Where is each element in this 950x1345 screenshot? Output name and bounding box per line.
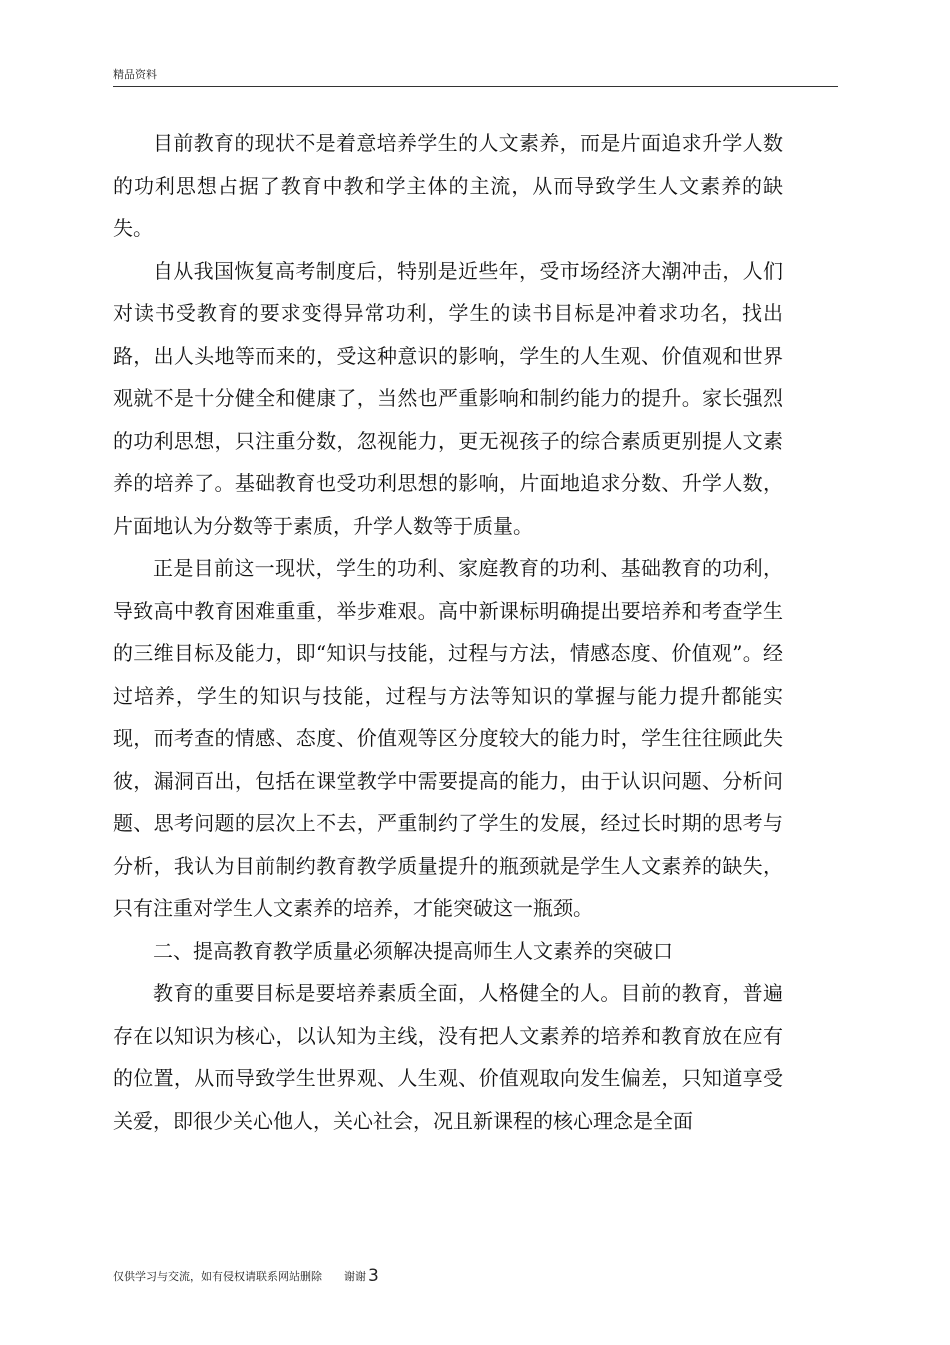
paragraph-2: 自从我国恢复高考制度后，特别是近些年，受市场经济大潮冲击，人们对读书受教育的要求变得异常功利，学生的读书目标是冲着求功名，找出路，出人头地等而来的，受这种意识的影响，学生的人生观、价值观和世界观就不是十分健全和健康了，当然也严重影响和制约能力的提升。家长强烈的功利思想，只注重分数，忽视能力，更无视孩子的综合素质更别提人文素养的培养了。基础教育也受功利思想的影响，片面地追求分数、升学人数，片面地认为分数等于素质，升学人数等于质量。 <box>113 258 783 538</box>
document-body <box>113 122 783 1142</box>
header-label: 精品资料 <box>113 68 157 81</box>
page-header <box>113 62 838 87</box>
page-number: 3 <box>368 1266 379 1286</box>
section-heading: 二、提高教育教学质量必须解决提高师生人文素养的突破口 <box>153 938 673 963</box>
footer-notice: 仅供学习与交流，如有侵权请联系网站删除 <box>113 1270 322 1283</box>
paragraph-3: 正是目前这一现状，学生的功利、家庭教育的功利、基础教育的功利，导致高中教育困难重重，举步难艰。高中新课标明确提出要培养和考查学生的三维目标及能力，即“知识与技能，过程与方法，情感态度、价值观”。经过培养，学生的知识与技能，过程与方法等知识的掌握与能力提升都能实现，而考查的情感、态度、价值观等区分度较大的能力时，学生往往顾此失彼，漏洞百出，包括在课堂教学中需要提高的能力，由于认识问题、分析问题、思考问题的层次上不去，严重制约了学生的发展，经过长时期的思考与分析，我认为目前制约教育教学质量提升的瓶颈就是学生人文素养的缺失，只有注重对学生人文素养的培养，才能突破这一瓶颈。 <box>113 556 783 920</box>
paragraph-1: 目前教育的现状不是着意培养学生的人文素养，而是片面追求升学人数的功利思想占据了教育中教和学主体的主流，从而导致学生人文素养的缺失。 <box>113 131 783 240</box>
paragraph-4: 教育的重要目标是要培养素质全面，人格健全的人。目前的教育，普遍存在以知识为核心，以认知为主线，没有把人文素养的培养和教育放在应有的位置，从而导致学生世界观、人生观、价值观取向发生偏差，只知道享受关爱，即很少关心他人，关心社会，况且新课程的核心理念是全面 <box>113 981 783 1133</box>
page-footer <box>113 1266 379 1286</box>
footer-thanks: 谢谢 <box>344 1270 366 1283</box>
